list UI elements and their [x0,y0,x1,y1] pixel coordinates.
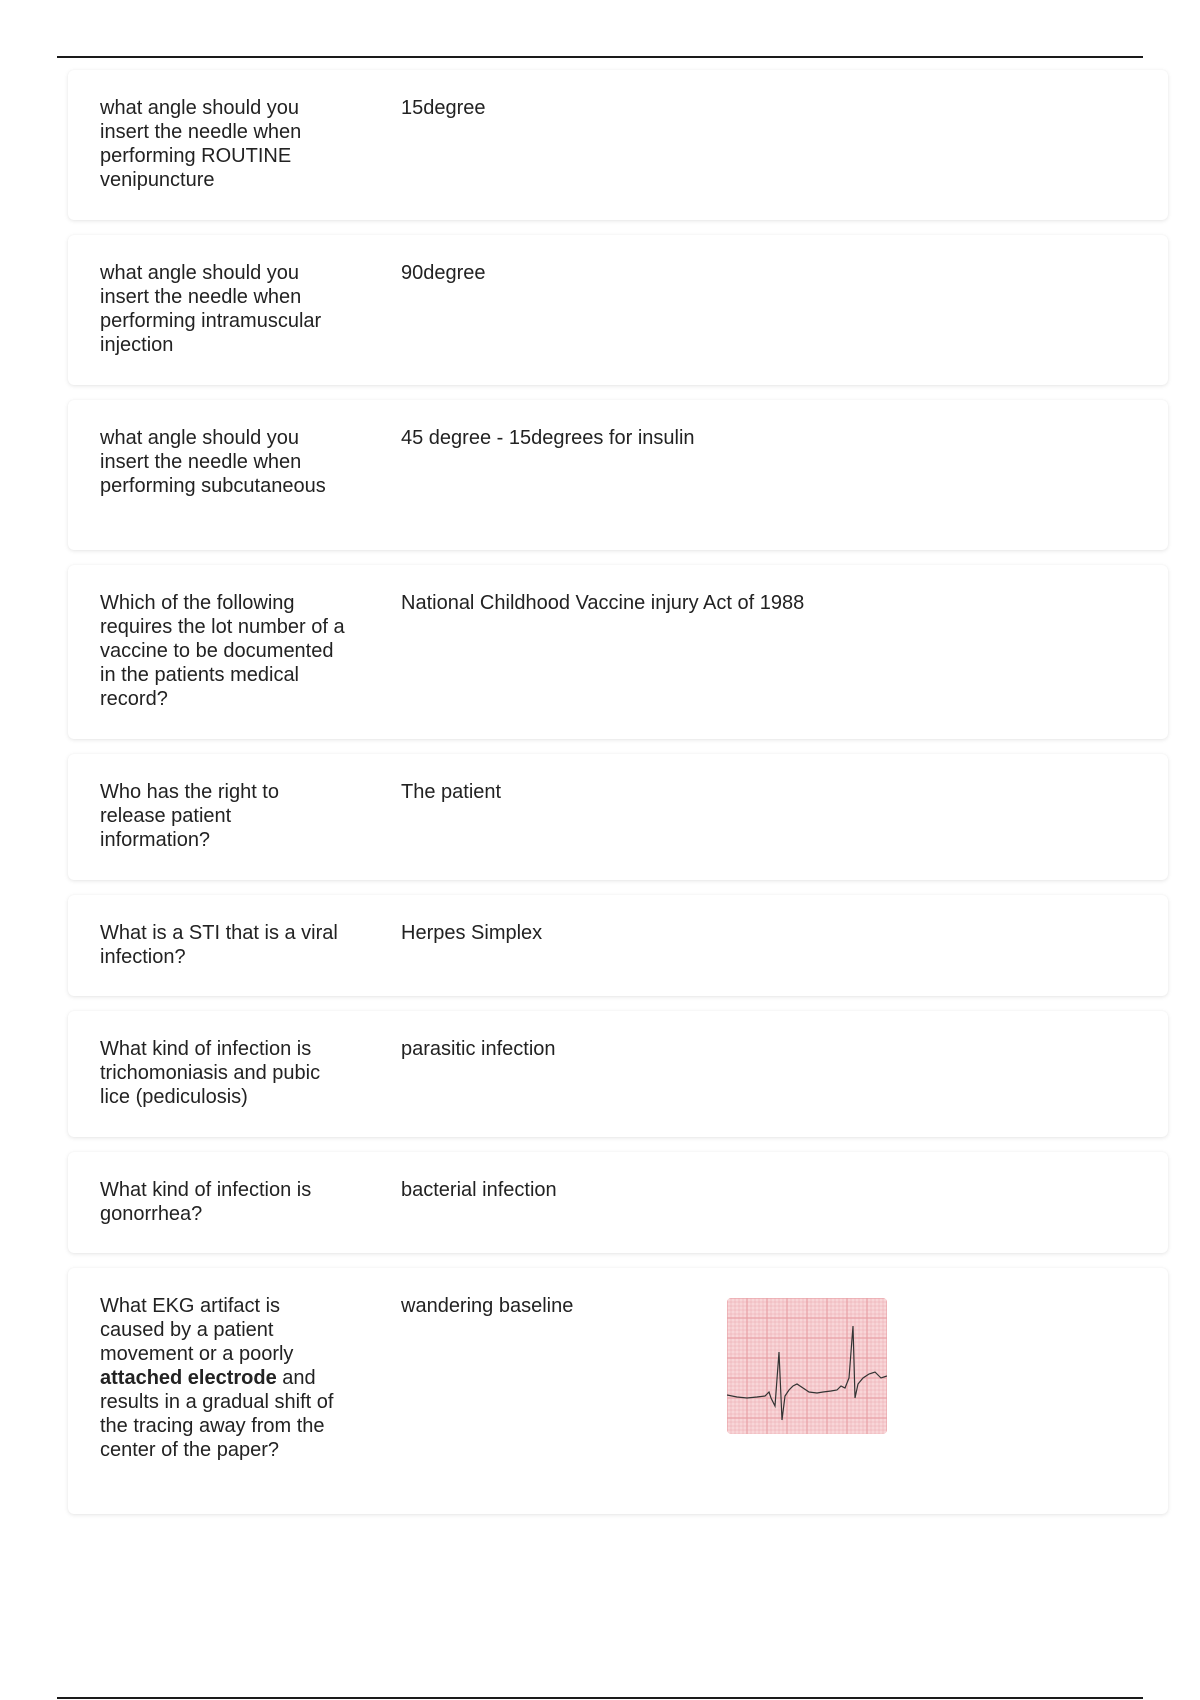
card-definition: 45 degree - 15degrees for insulin [401,427,695,449]
ekg-tracing-image [727,1298,887,1434]
footer-rule [57,1697,1143,1699]
card-definition: bacterial infection [401,1179,557,1201]
flashcard [68,400,1168,550]
card-term: What kind of infection is trichomoniasis and pubic lice (pediculosis) [100,1038,321,1108]
card-definition: National Childhood Vaccine injury Act of 1988 [401,592,805,614]
card-definition: 15degree [401,97,486,119]
term-text: What EKG artifact is caused by a patient movement or a poorly [100,1295,294,1365]
flashcard [68,895,1168,996]
card-definition: wandering baseline [401,1295,574,1317]
card-definition: 90degree [401,262,486,284]
flashcard-list [68,70,1168,1529]
flashcard [68,1268,1168,1514]
card-term [100,1294,345,1462]
term-bold-text: attached electrode [100,1367,277,1389]
card-term: What is a STI that is a viral infection? [100,922,338,968]
card-term: what angle should you insert the needle when performing ROUTINE venipuncture [100,97,302,191]
flashcard [68,1011,1168,1137]
flashcard [68,70,1168,220]
card-term: What kind of infection is gonorrhea? [100,1179,312,1225]
flashcard [68,235,1168,385]
card-definition: parasitic infection [401,1038,556,1060]
flashcard [68,754,1168,880]
card-definition: The patient [401,781,502,803]
flashcard [68,1152,1168,1253]
flashcard [68,565,1168,739]
ekg-graphic [727,1298,887,1434]
term-text: and results in a gradual shift of the tracing away from the center of the paper? [100,1367,334,1461]
card-term: Who has the right to release patient information? [100,781,279,851]
header-rule [57,56,1143,58]
card-definition: Herpes Simplex [401,922,543,944]
card-term: what angle should you insert the needle when performing subcutaneous [100,427,326,497]
card-term: what angle should you insert the needle when performing intramuscular injection [100,262,322,356]
card-term: Which of the following requires the lot number of a vaccine to be documented in the patients medical record? [100,592,345,710]
